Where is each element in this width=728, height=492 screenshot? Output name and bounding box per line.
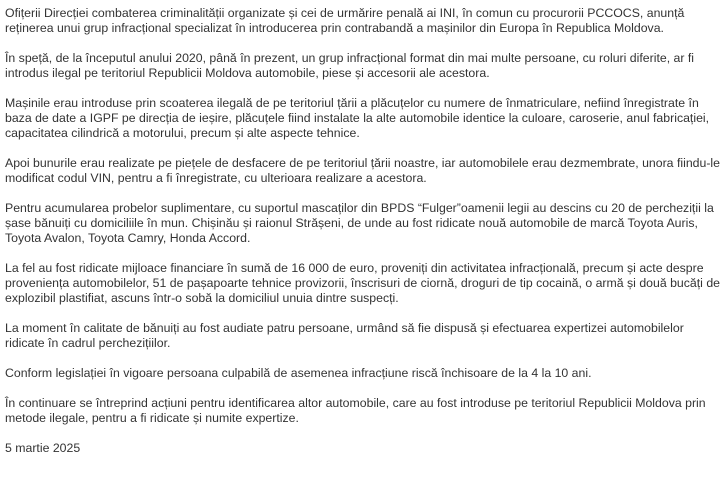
paragraph-case-overview: În speță, de la începutul anului 2020, până în prezent, un grup infracțional format din mai multe persoane, cu roluri diferite, ar fi introdus ilegal pe teritoriul Republicii Moldova automobile, piese și accesorii ale acestora.: [5, 51, 695, 80]
paragraph-method: Mașinile erau introduse prin scoaterea ilegală de pe teritoriul țării a plăcuțelor cu numere de înmatriculare, nefiind înregistrate în baza de date a IGPF pe direcția de ieșire, plăcuțele fiind instalate la alte automobile identice la culoare, caroserie, anul fabricației, capacitatea cilindrică a motorului, precum și alte aspecte tehnice.: [5, 96, 710, 140]
paragraph-searches: Pentru acumularea probelor suplimentare, cu suportul mascaților din BPDS “Fulger”oamenii legii au descins cu 20 de percheziții la șase bănuiți cu domiciliile în mun. Chișinău și raionul Strășeni, de unde au fost ridicate nouă automobile de marcă Toyota Auris, Toyota Avalon, Toyota Camry, Honda Accord.: [5, 201, 714, 245]
paragraph-resale: Apoi bunurile erau realizate pe piețele de desfacere de pe teritoriul țării noastre, iar automobilele erau dezmembrate, unora fiindu-le modificat codul VIN, pentru a fi înregistrate, cu ulterioara realizare a acestora.: [5, 156, 721, 185]
paragraph-seized-items: La fel au fost ridicate mijloace financiare în sumă de 16 000 de euro, proveniți din activitatea infracțională, precum și acte despre proveniența automobilelor, 51 de pașapoarte tehnice provizorii, înscrisuri de ciornă, droguri de tip cocaină, o armă și două bucăți de explozibil plastifiat, ascuns într-o sobă la domiciliul unuia dintre suspecți.: [5, 261, 721, 305]
publication-date: 5 martie 2025: [5, 441, 81, 455]
paragraph-next-steps: În continuare se întreprind acțiuni pentru identificarea altor automobile, care au fost introduse pe teritoriul Republicii Moldova prin metode ilegale, pentru a fi ridicate și numite expertize.: [5, 396, 706, 425]
paragraph-penalty: Conform legislației în vigoare persoana culpabilă de asemenea infracțiune riscă închisoare de la 4 la 10 ani.: [5, 366, 592, 380]
paragraph-arrest-announcement: Ofițerii Direcției combaterea criminalității organizate și cei de urmărire penală ai INI, în comun cu procurorii PCCOCS, anunță reținerea unui grup infracțional specializat în introducerea prin contrabandă a mașinilor din Europa în Republica Moldova.: [5, 6, 685, 35]
paragraph-suspects: La moment în calitate de bănuiți au fost audiate patru persoane, urmând să fie dispusă și efectuarea expertizei automobilelor ridicate în cadrul perchezițiilor.: [5, 321, 684, 350]
